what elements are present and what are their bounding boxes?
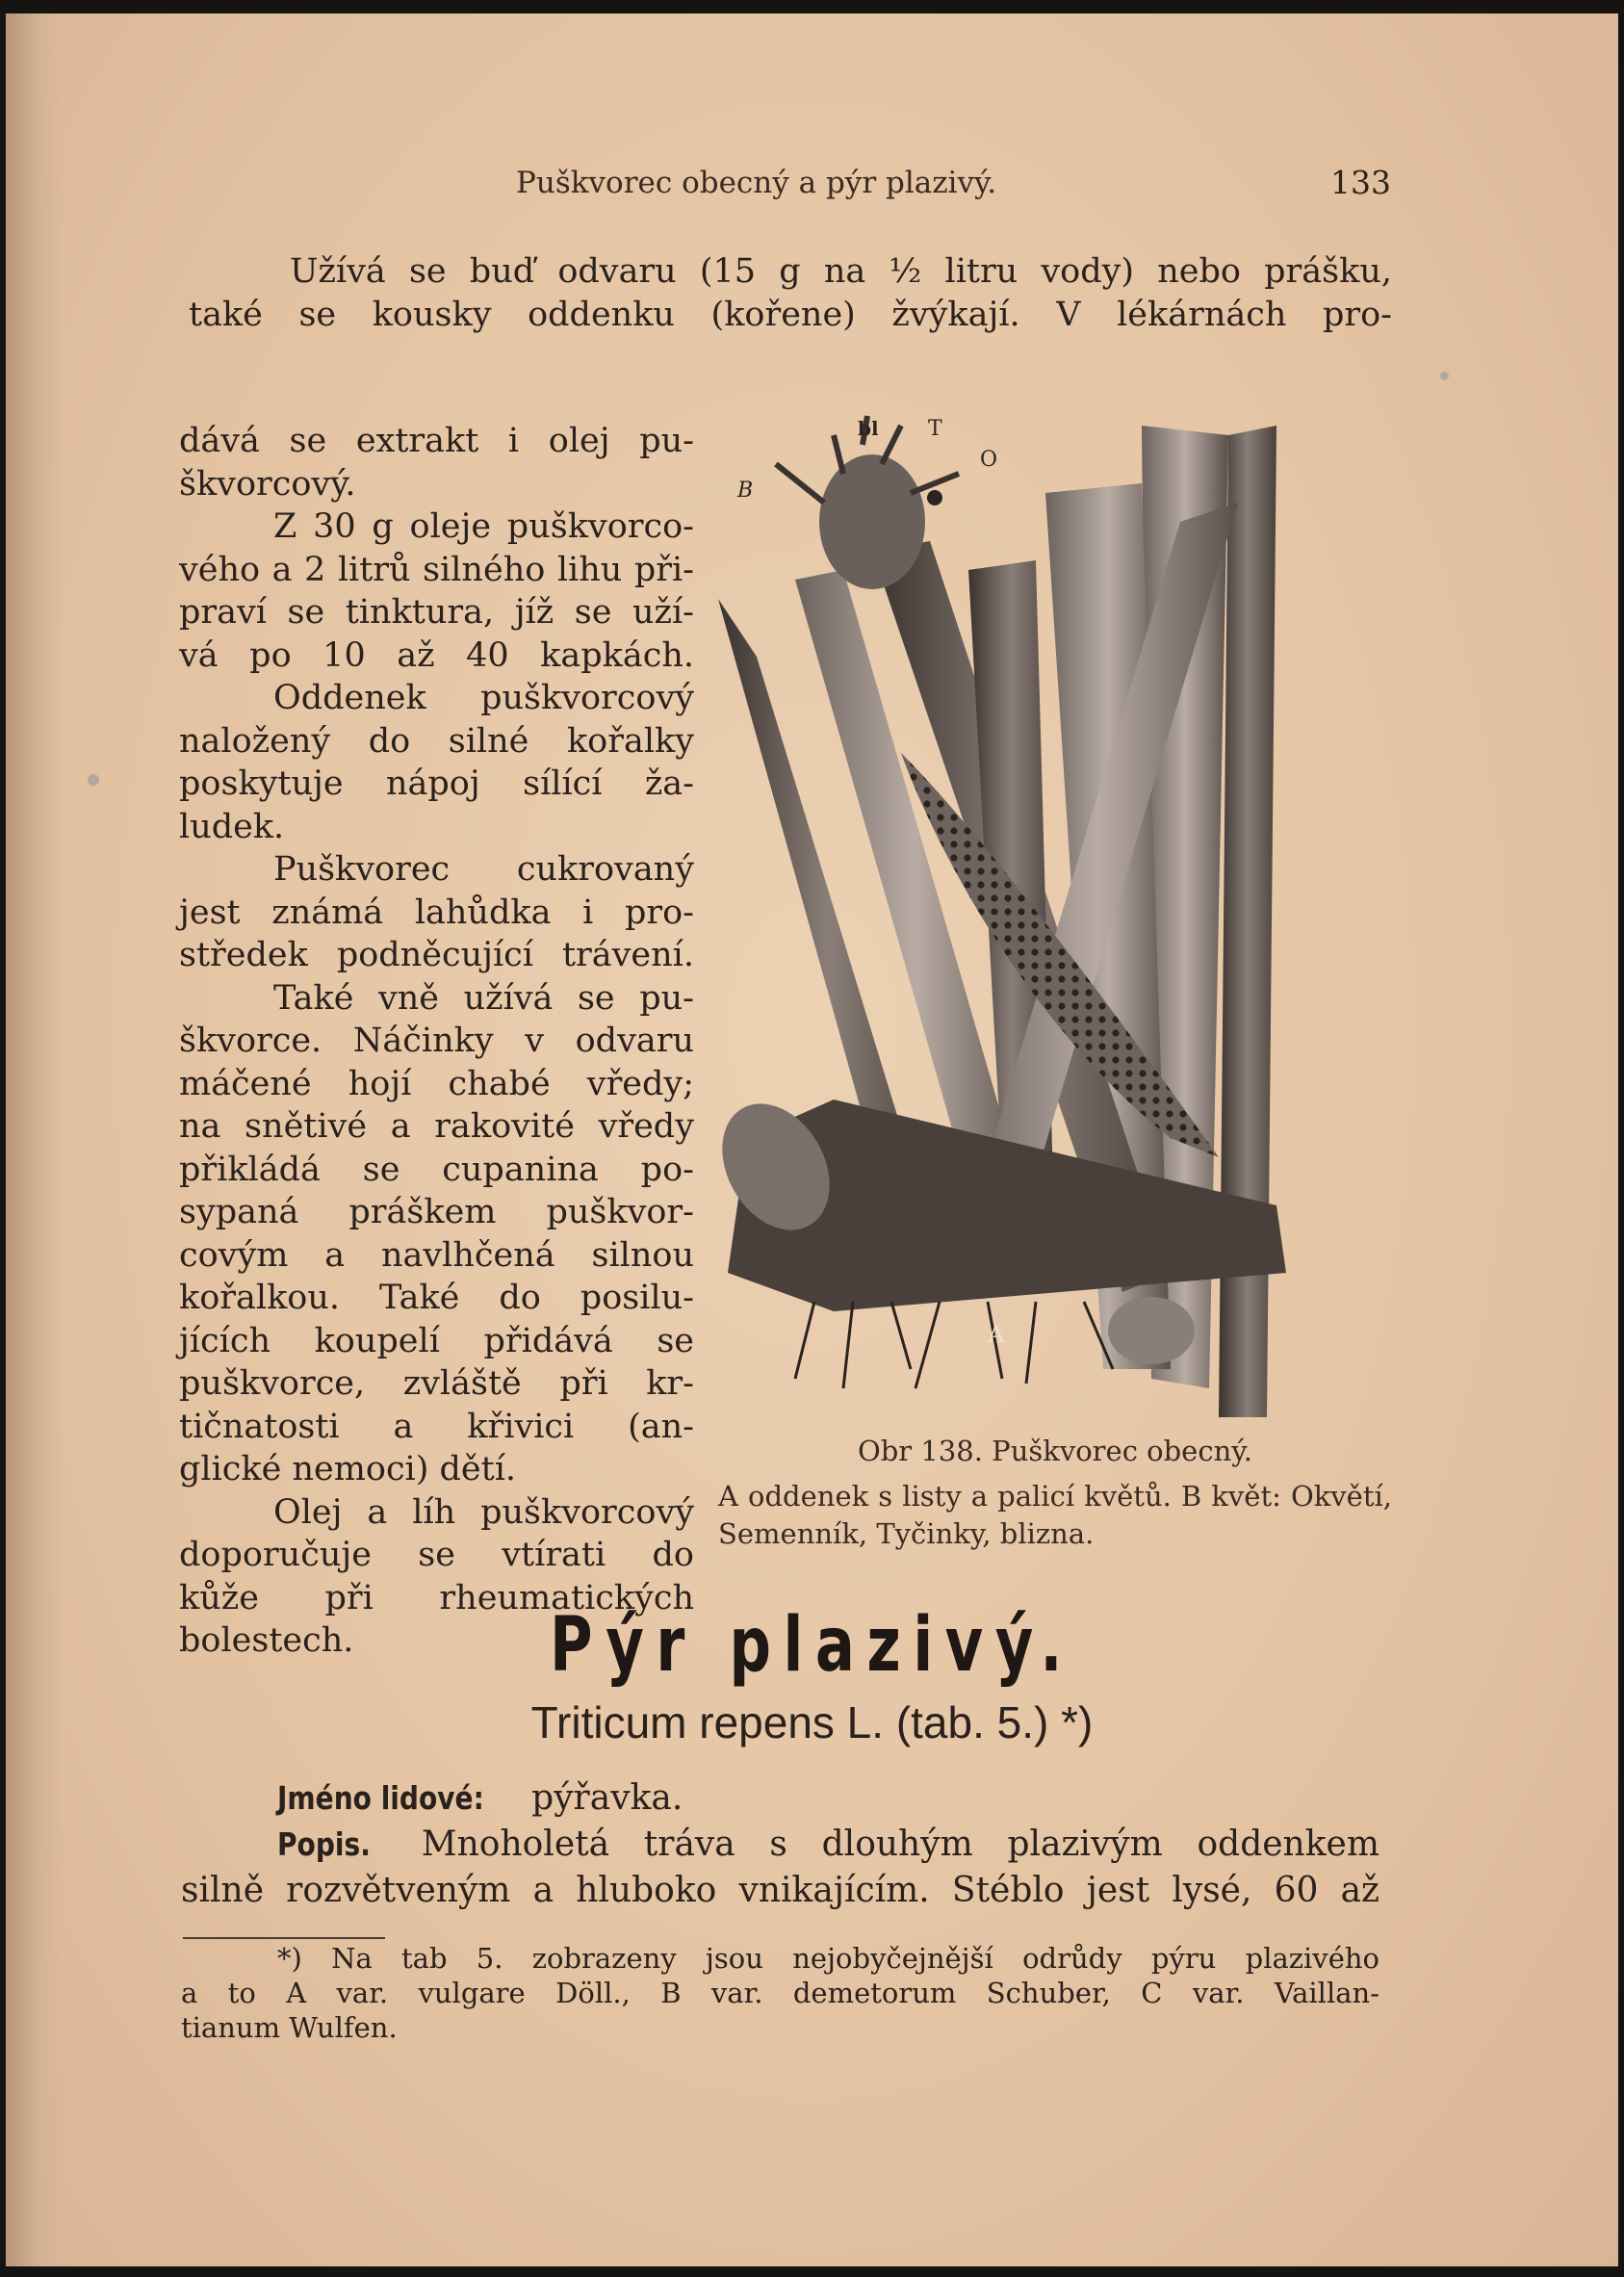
text-line: puškvorce, zvláště při kr- [179, 1364, 694, 1403]
description-text: Mnoholetá tráva s dlouhým plazivým oddenkem [421, 1824, 1379, 1864]
text-line: přikládá se cupanina po- [179, 1150, 694, 1189]
text-line: ludek. [179, 807, 285, 846]
text-line: škvorcový. [179, 464, 356, 504]
sweet-flag-illustration [718, 406, 1353, 1417]
text-line: praví se tinktura, jíž se uží- [179, 593, 694, 632]
text-line: covým a navlhčená silnou [179, 1235, 694, 1275]
footnote-rule [183, 1937, 385, 1939]
page-gutter-shadow [6, 13, 64, 2266]
name-value: pýřavka. [531, 1778, 683, 1818]
text-line: vá po 10 až 40 kapkách. [179, 635, 694, 675]
text-line: doporučuje se vtírati do [179, 1536, 694, 1574]
intro-paragraph [189, 250, 1392, 336]
text-line: Také vně užívá se pu- [273, 978, 694, 1018]
text-line: dává se extrakt i olej pu- [179, 422, 694, 460]
text-line: kořalkou. Také do posilu- [179, 1279, 694, 1317]
book-page [6, 13, 1618, 2266]
text-line: tičnatosti a křivici (an- [179, 1407, 694, 1446]
description-line: silně rozvětveným a hluboko vnikajícím. Stéblo jest lysé, 60 až [181, 1871, 1379, 1910]
page-number: 133 [1330, 164, 1391, 201]
text-line: středek podněcující trávení. [179, 936, 694, 974]
section-title: Pýr plazivý. [550, 1602, 1074, 1689]
name-label: Jméno lidové: [277, 1779, 484, 1817]
paper-speck [1440, 372, 1449, 380]
caption-title: Obr 138. Puškvorec obecný. [857, 1435, 1253, 1467]
text-line: Z 30 g oleje puškvorco- [273, 507, 694, 546]
text-line: glické nemoci) dětí. [179, 1450, 517, 1488]
text-line: naložený do silné kořalky [179, 721, 694, 761]
section-body [181, 1775, 1379, 1914]
left-column-text [179, 420, 694, 1663]
description-label: Popis. [277, 1825, 371, 1863]
text-line: vého a 2 litrů silného lihu při- [179, 550, 694, 589]
roots-shape [795, 1302, 1113, 1388]
footnote-line: a to A var. vulgare Döll., B var. demetorum Schuber, C var. Vaillan- [181, 1977, 1379, 2009]
running-head: Puškvorec obecný a pýr plazivý. [516, 166, 997, 200]
text-line: máčené hojí chabé vředy; [179, 1064, 694, 1103]
text-line: Puškvorec cukrovaný [273, 850, 694, 889]
label-a: A [988, 1321, 1005, 1348]
text-line: škvorce. Náčinky v odvaru [179, 1022, 694, 1060]
text-line: na snětivé a rakovité vředy [179, 1107, 694, 1146]
text-line: jících koupelí přidává se [179, 1321, 694, 1360]
text-line: poskytuje nápoj sílící ža- [179, 764, 694, 803]
text-line: bolestech. [179, 1621, 354, 1660]
text-line: Oddenek puškvorcový [273, 679, 694, 717]
footnote-line: tianum Wulfen. [181, 2011, 398, 2044]
description-line [181, 1822, 1379, 1868]
label-t: T [928, 417, 942, 441]
footnote-line: *) Na tab 5. zobrazeny jsou nejobyčejnější odrůdy pýru plazivého [277, 1942, 1379, 1975]
text-line: také se kousky oddenku (kořene) žvýkají. V lékárnách pro- [189, 295, 1392, 334]
text-line: kůže při rheumatických [179, 1578, 694, 1617]
caption-description: A oddenek s listy a palicí květů. B květ: Okvětí, Semenník, Tyčinky, blizna. [718, 1480, 1392, 1550]
label-o: O [980, 448, 998, 472]
text-line: Užívá se buď odvaru (15 g na ½ litru vody) nebo prášku, [290, 252, 1392, 291]
vernacular-name-line [181, 1775, 1379, 1822]
label-b: B [737, 479, 754, 503]
paper-speck [88, 774, 99, 786]
plant-drawing [718, 406, 1353, 1417]
label-bl: bl [858, 417, 879, 440]
figure-caption [718, 1433, 1392, 1553]
text-line: Olej a líh puškvorcový [273, 1492, 694, 1532]
footnote [181, 1941, 1379, 2045]
rhizome-cut-end [1108, 1297, 1195, 1364]
text-line: sypaná práškem puškvor- [179, 1193, 694, 1231]
latin-name: Triticum repens L. (tab. 5.) *) [530, 1697, 1094, 1747]
text-line: jest známá lahůdka i pro- [179, 893, 694, 932]
